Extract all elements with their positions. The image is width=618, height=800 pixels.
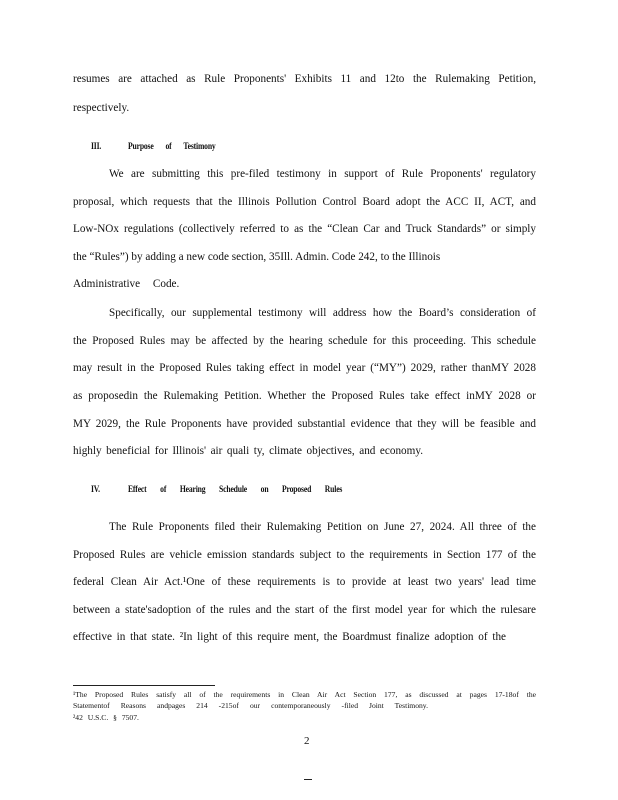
footnote-separator	[73, 685, 215, 686]
body-line: proposal, which requests that the Illinois Pollution Control Board adopt the ACC II, ACT, and	[73, 196, 536, 208]
section-heading-purpose: Purpose of Testimony	[128, 141, 216, 151]
body-line: Specifically, our supplemental testimony will address how the Board’s consideration of	[109, 307, 536, 319]
page-number: 2	[304, 735, 310, 747]
page-bottom-mark	[304, 779, 312, 780]
footnote-1-line-2: Statementof Reasons andpages 214 -215of our contemporaneously -filed Joint Testimony.	[73, 701, 428, 710]
body-line: Proposed Rules are vehicle emission standards subject to the requirements in Section 177 of the	[73, 549, 536, 561]
body-line: We are submitting this pre-filed testimony in support of Rule Proponents' regulatory	[109, 168, 536, 180]
body-line: the Proposed Rules may be affected by the hearing schedule for this proceeding. This schedule	[73, 335, 536, 347]
body-line: between a state'sadoption of the rules and the start of the first model year for which the rulesare	[73, 604, 536, 616]
body-line: Low-NOx regulations (collectively referred to as the “Clean Car and Truck Standards” or simply	[73, 223, 536, 235]
body-line: as proposedin the Rulemaking Petition. Whether the Proposed Rules take effect inMY 2028 or	[73, 390, 536, 402]
body-line: federal Clean Air Act.¹One of these requirements is to provide at least two years' lead time	[73, 576, 536, 588]
body-line: Administrative Code.	[73, 278, 180, 290]
body-line: The Rule Proponents filed their Rulemaking Petition on June 27, 2024. All three of the	[109, 521, 536, 533]
section-number-iii: III.	[91, 141, 102, 151]
body-line: MY 2029, the Rule Proponents have provided substantial evidence that they will be feasible and	[73, 418, 536, 430]
body-line: the “Rules”) by adding a new code section, 35Ill. Admin. Code 242, to the Illinois	[73, 251, 441, 263]
body-line: effective in that state. ²In light of this require ment, the Boardmust finalize adoption of the	[73, 631, 506, 643]
body-line: resumes are attached as Rule Proponents' Exhibits 11 and 12to the Rulemaking Petition,	[73, 73, 536, 85]
footnote-2: ²42 U.S.C. § 7507.	[73, 713, 139, 722]
footnote-1-line-1: ¹The Proposed Rules satisfy all of the requirements in Clean Air Act Section 177, as discussed at pages 17-18of the	[73, 690, 536, 699]
body-line: may result in the Proposed Rules taking effect in model year (“MY”) 2029, rather thanMY 2028	[73, 362, 536, 374]
section-heading-effect: Effect of Hearing Schedule on Proposed Rules	[128, 484, 343, 494]
body-line: highly beneficial for Illinois' air quali ty, climate objectives, and economy.	[73, 445, 423, 457]
body-line: respectively.	[73, 102, 130, 114]
section-number-iv: IV.	[91, 484, 100, 494]
